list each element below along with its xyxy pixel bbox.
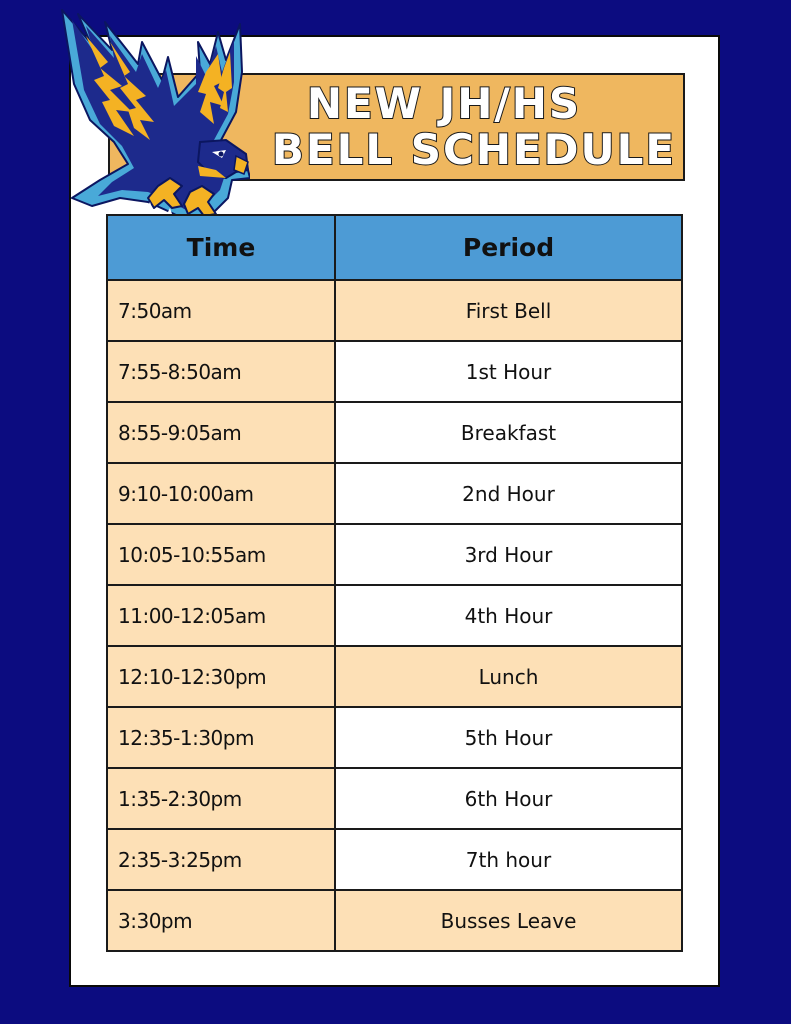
time-cell: 1:35-2:30pm (107, 768, 335, 829)
time-cell: 2:35-3:25pm (107, 829, 335, 890)
period-cell: 1st Hour (335, 341, 682, 402)
period-cell: 2nd Hour (335, 463, 682, 524)
table-header-row (107, 215, 682, 280)
table-row (107, 890, 682, 951)
period-cell: 5th Hour (335, 707, 682, 768)
period-cell: 6th Hour (335, 768, 682, 829)
table-row (107, 585, 682, 646)
column-header-period: Period (335, 215, 682, 280)
period-cell: 3rd Hour (335, 524, 682, 585)
hawk-mascot-icon (50, 2, 250, 227)
bell-schedule-table (106, 214, 683, 952)
title-line-1: NEW JH/HS (306, 79, 582, 128)
period-cell: Lunch (335, 646, 682, 707)
table-row (107, 524, 682, 585)
time-cell: 3:30pm (107, 890, 335, 951)
table-row (107, 341, 682, 402)
period-cell: First Bell (335, 280, 682, 341)
time-cell: 11:00-12:05am (107, 585, 335, 646)
time-cell: 7:50am (107, 280, 335, 341)
table-row (107, 768, 682, 829)
period-cell: Breakfast (335, 402, 682, 463)
period-cell: Busses Leave (335, 890, 682, 951)
time-cell: 12:35-1:30pm (107, 707, 335, 768)
period-cell: 7th hour (335, 829, 682, 890)
table-row (107, 280, 682, 341)
title-line-2: BELL SCHEDULE (271, 125, 677, 174)
table-row (107, 402, 682, 463)
table-row (107, 463, 682, 524)
table-row (107, 707, 682, 768)
table-row (107, 646, 682, 707)
time-cell: 10:05-10:55am (107, 524, 335, 585)
table-row (107, 829, 682, 890)
time-cell: 9:10-10:00am (107, 463, 335, 524)
time-cell: 8:55-9:05am (107, 402, 335, 463)
time-cell: 12:10-12:30pm (107, 646, 335, 707)
column-header-time: Time (107, 215, 335, 280)
time-cell: 7:55-8:50am (107, 341, 335, 402)
period-cell: 4th Hour (335, 585, 682, 646)
